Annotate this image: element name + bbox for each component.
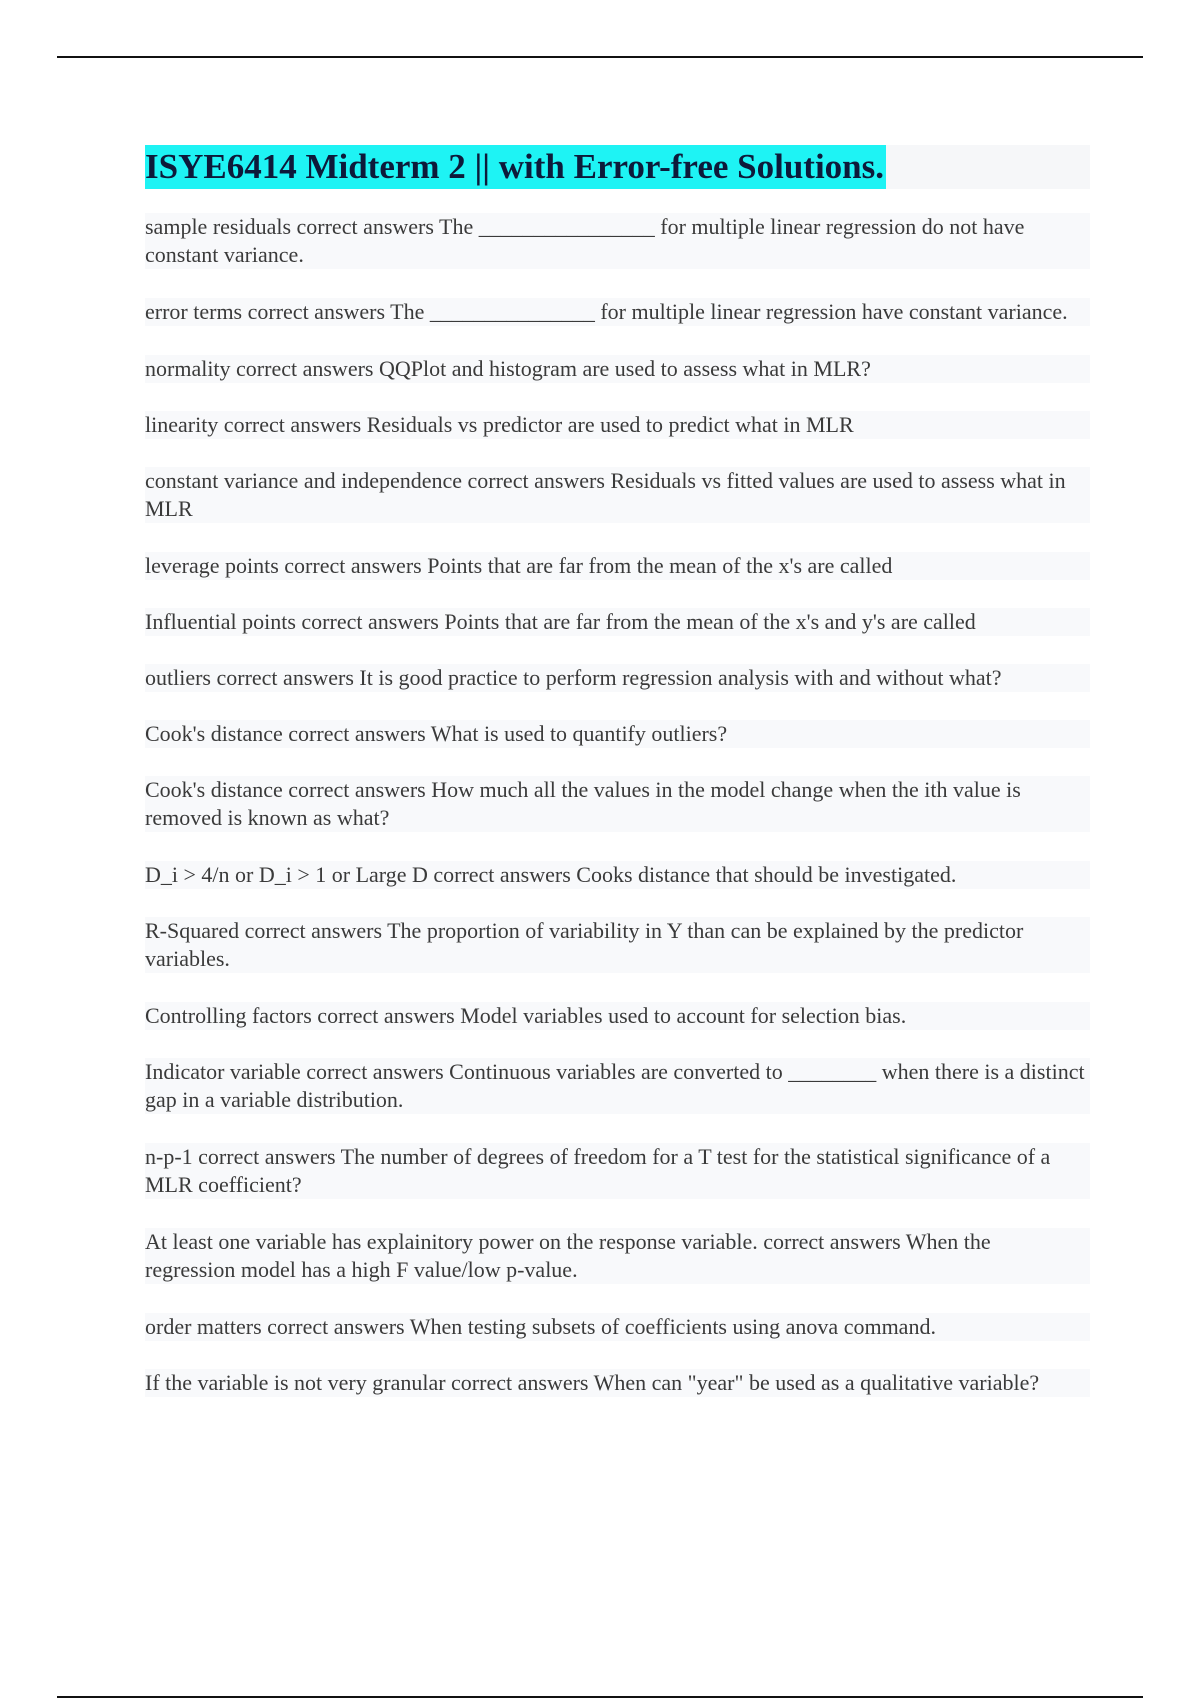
qa-item-2: error terms correct answers The _______________ for multiple linear regression have constant variance. bbox=[145, 298, 1090, 326]
qa-item-7: Influential points correct answers Points that are far from the mean of the x's and y's are called bbox=[145, 608, 1090, 636]
qa-item-12: R-Squared correct answers The proportion of variability in Y than can be explained by the predictor variables. bbox=[145, 917, 1090, 973]
qa-item-16: At least one variable has explainitory power on the response variable. correct answers When the regression model has a high F value/low p-value. bbox=[145, 1228, 1090, 1284]
qa-item-1: sample residuals correct answers The ________________ for multiple linear regression do not have constant variance. bbox=[145, 213, 1090, 269]
qa-list bbox=[145, 213, 1090, 1397]
qa-item-18: If the variable is not very granular correct answers When can "year" be used as a qualitative variable? bbox=[145, 1369, 1090, 1397]
qa-item-8: outliers correct answers It is good practice to perform regression analysis with and without what? bbox=[145, 664, 1090, 692]
footer-rule bbox=[57, 1696, 1143, 1698]
qa-item-11: D_i > 4/n or D_i > 1 or Large D correct answers Cooks distance that should be investigated. bbox=[145, 861, 1090, 889]
qa-item-10: Cook's distance correct answers How much all the values in the model change when the ith value is removed is known as what? bbox=[145, 776, 1090, 832]
qa-item-15: n-p-1 correct answers The number of degrees of freedom for a T test for the statistical significance of a MLR coefficient? bbox=[145, 1143, 1090, 1199]
qa-item-9: Cook's distance correct answers What is used to quantify outliers? bbox=[145, 720, 1090, 748]
qa-item-5: constant variance and independence correct answers Residuals vs fitted values are used to assess what in MLR bbox=[145, 467, 1090, 523]
title-bar bbox=[145, 145, 1090, 189]
document-body bbox=[145, 145, 1090, 1426]
header-rule bbox=[57, 56, 1143, 58]
qa-item-4: linearity correct answers Residuals vs predictor are used to predict what in MLR bbox=[145, 411, 1090, 439]
document-title: ISYE6414 Midterm 2 || with Error-free Solutions. bbox=[145, 145, 886, 189]
qa-item-13: Controlling factors correct answers Model variables used to account for selection bias. bbox=[145, 1002, 1090, 1030]
qa-item-17: order matters correct answers When testing subsets of coefficients using anova command. bbox=[145, 1313, 1090, 1341]
qa-item-14: Indicator variable correct answers Continuous variables are converted to ________ when there is a distinct gap in a variable distribution. bbox=[145, 1058, 1090, 1114]
qa-item-3: normality correct answers QQPlot and histogram are used to assess what in MLR? bbox=[145, 355, 1090, 383]
qa-item-6: leverage points correct answers Points that are far from the mean of the x's are called bbox=[145, 552, 1090, 580]
